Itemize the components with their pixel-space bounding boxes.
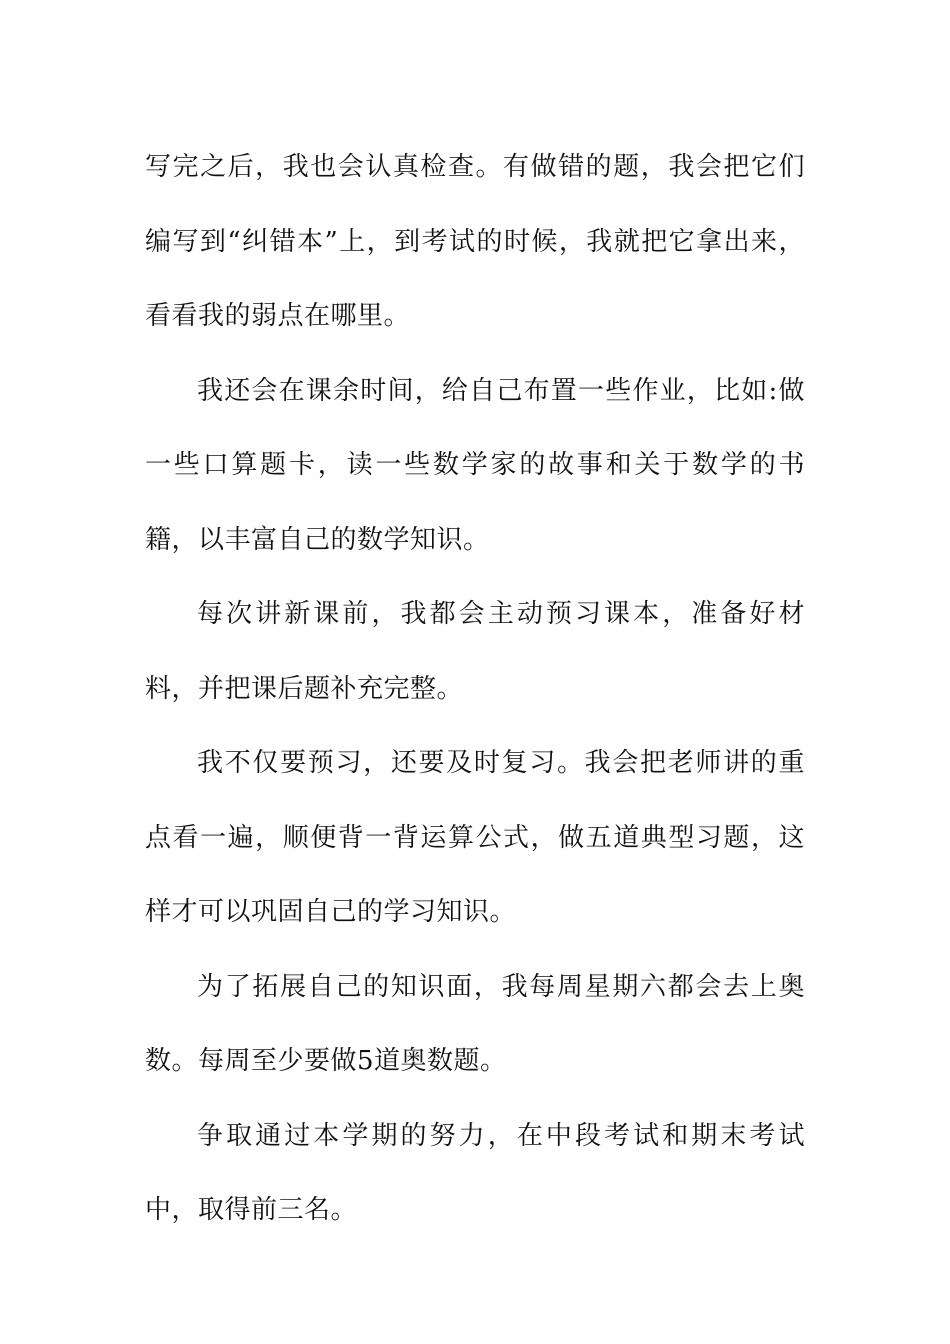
paragraph-5: 为了拓展自己的知识面，我每周星期六都会去上奥数。每周至少要做5道奥数题。 (145, 971, 805, 1076)
paragraph-3: 每次讲新课前，我都会主动预习课本，准备好材料，并把课后题补充完整。 (145, 599, 805, 704)
document-body (145, 130, 805, 1248)
paragraph-1: 写完之后，我也会认真检查。有做错的题，我会把它们编写到“纠错本”上，到考试的时候，我就把它拿出来，看看我的弱点在哪里。 (145, 152, 805, 331)
paragraph-6: 争取通过本学期的努力，在中段考试和期末考试中，取得前三名。 (145, 1120, 805, 1225)
paragraph-2: 我还会在课余时间，给自己布置一些作业，比如:做一些口算题卡，读一些数学家的故事和关于数学的书籍，以丰富自己的数学知识。 (145, 375, 805, 555)
paragraph-4: 我不仅要预习，还要及时复习。我会把老师讲的重点看一遍，顺便背一背运算公式，做五道典型习题，这样才可以巩固自己的学习知识。 (145, 748, 805, 927)
